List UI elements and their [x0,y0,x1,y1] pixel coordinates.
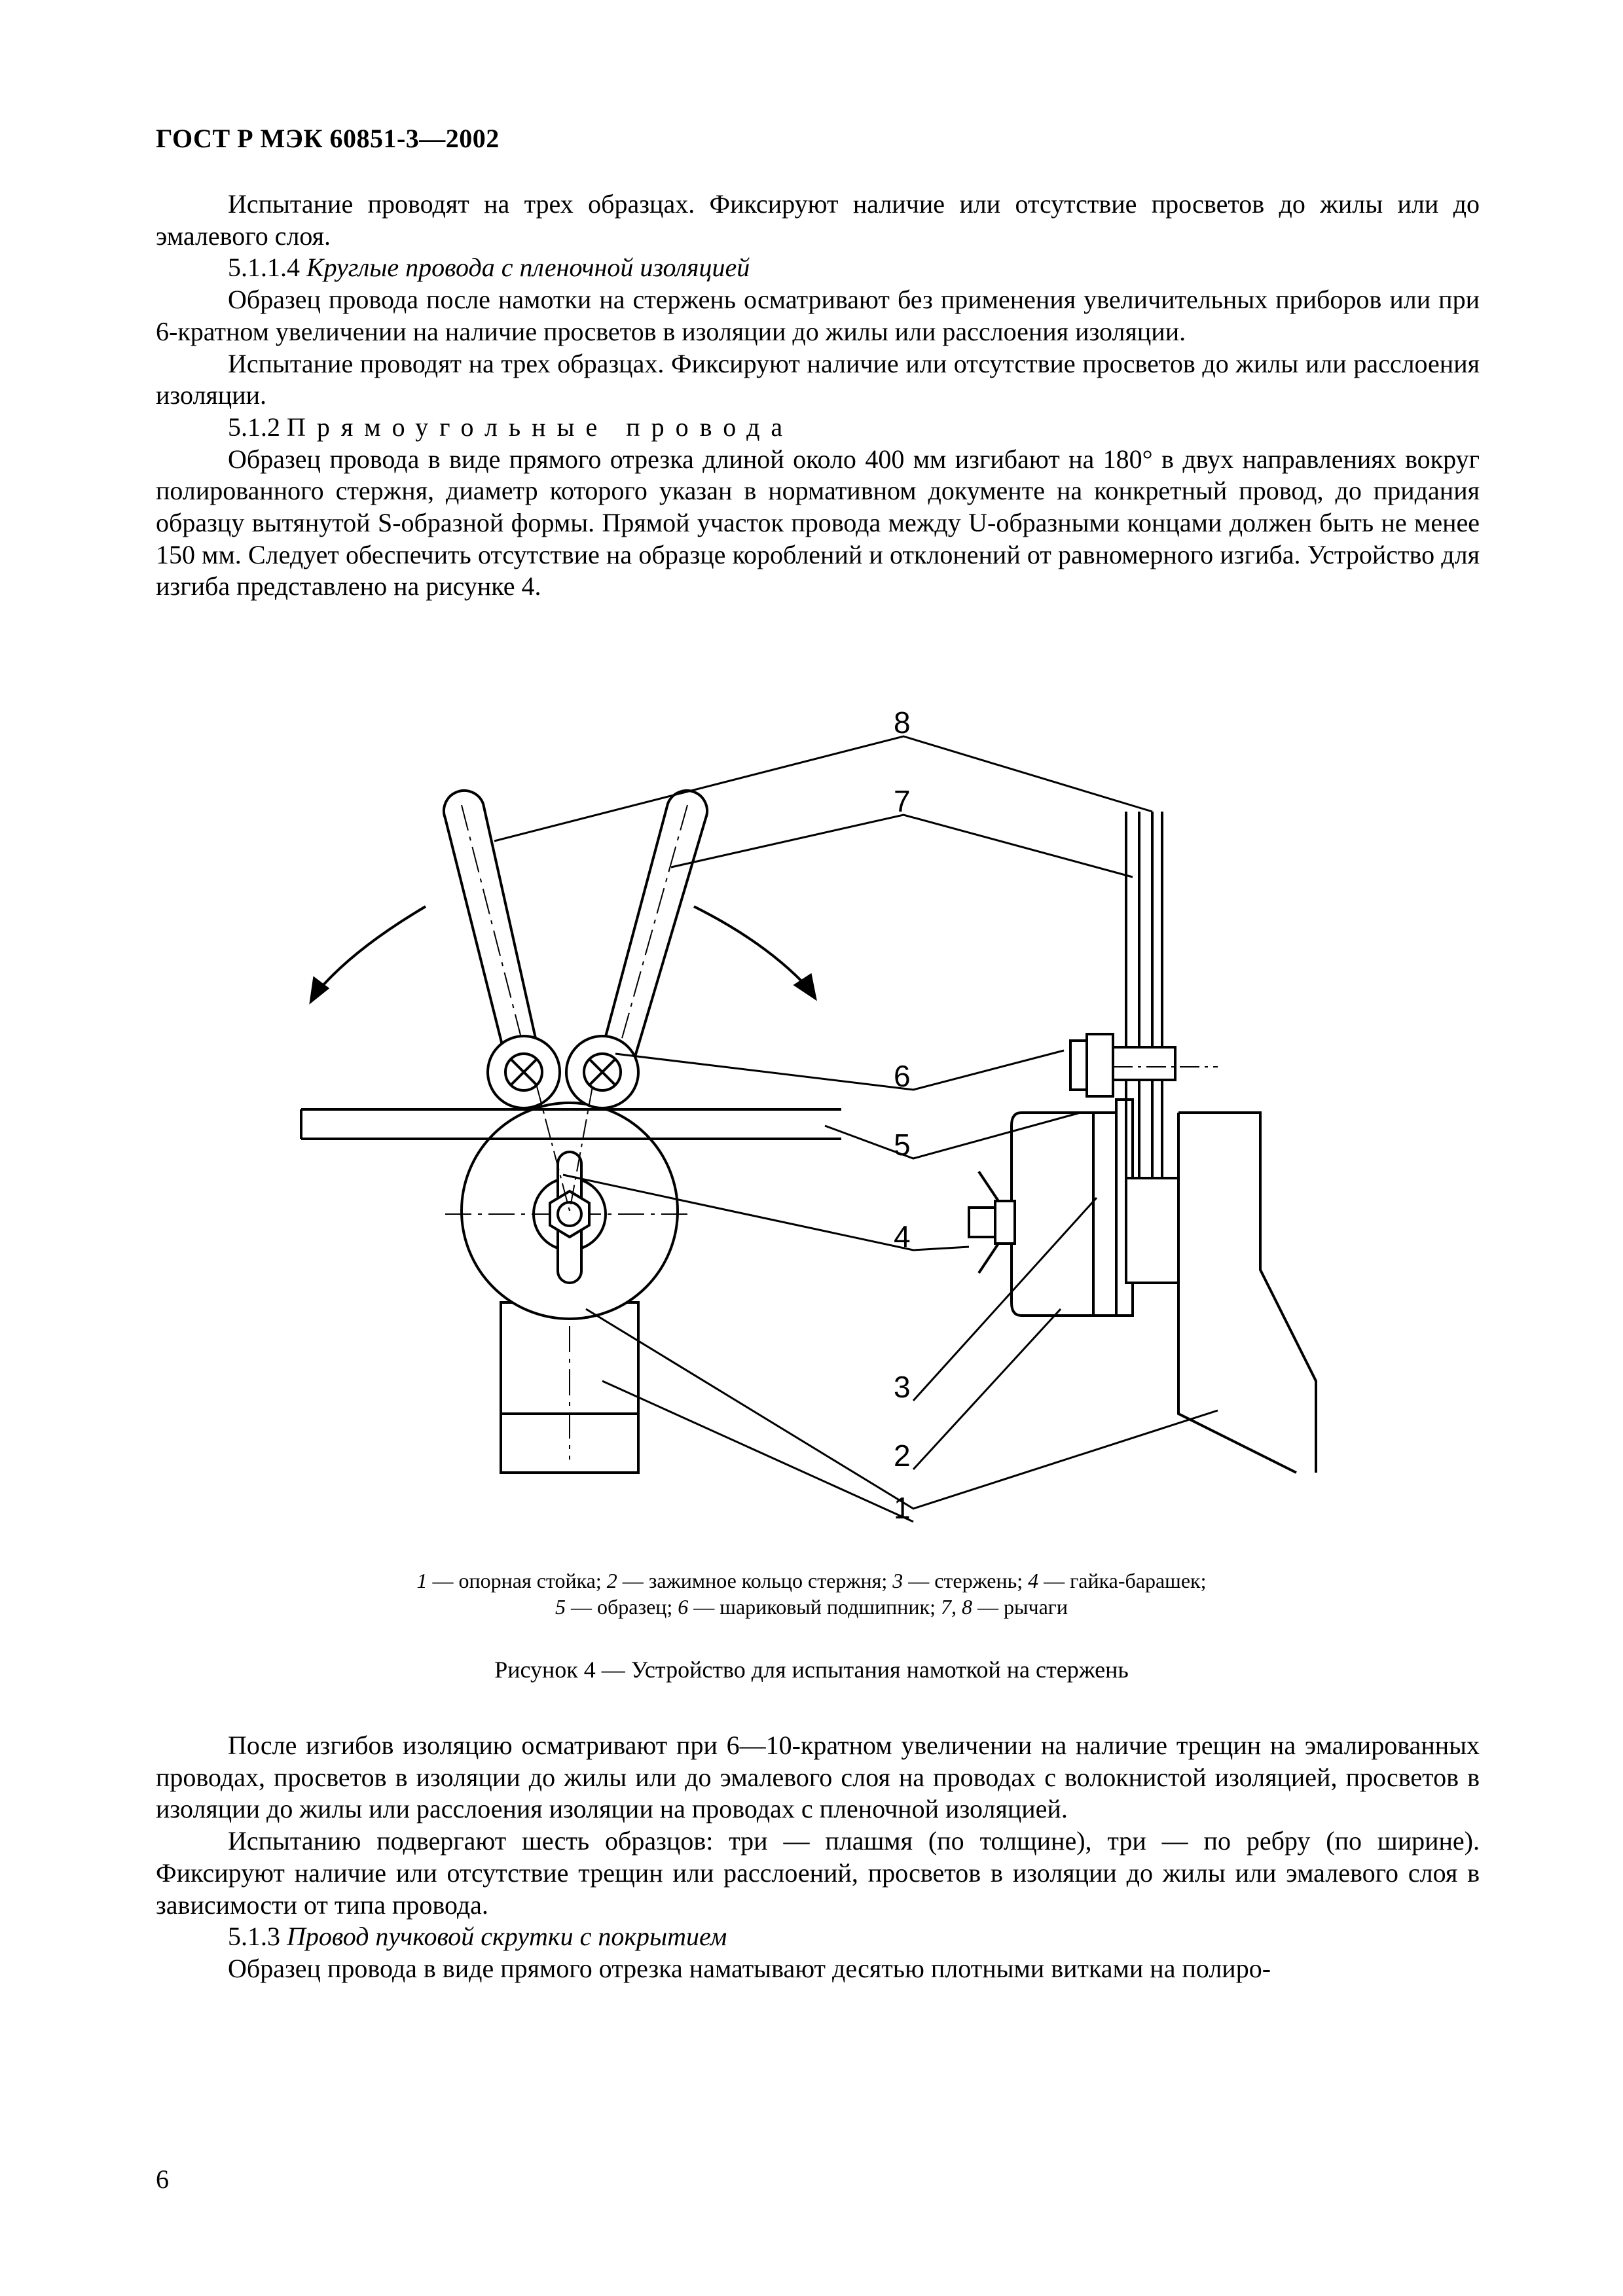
callout-label: 1 [894,1491,911,1525]
legend-index: 6 [678,1595,689,1619]
paragraph: Испытание проводят на трех образцах. Фиксируют наличие или отсутствие просветов до жилы или расслоения изоляции. [156,348,1480,410]
callout-label: 6 [894,1059,911,1093]
lever-right [596,791,707,1079]
figure-caption: Рисунок 4 — Устройство для испытания намоткой на стержень [494,1657,1129,1683]
lever-rods [1113,812,1218,1283]
section-title: Круглые провода с пленочной изоляцией [306,253,750,283]
section-title: Прямоугольные провода [287,412,794,442]
ball-bearings [488,1036,638,1108]
bending-device-drawing [0,694,1623,1597]
paragraph: Испытание проводят на трех образцах. Фиксируют наличие или отсутствие просветов до жилы или до эмалевого слоя. [156,189,1480,251]
section-heading [156,412,1480,444]
top-text-block [156,188,1480,603]
callout-label: 4 [894,1219,911,1253]
callout-label: 3 [894,1370,911,1404]
legend-index: 3 [892,1569,903,1592]
callout-label: 8 [894,706,911,740]
legend-line [0,1594,1623,1620]
legend-text: — рычаги [972,1595,1068,1619]
callout-label: 5 [894,1128,911,1162]
section-heading [156,1921,1480,1953]
legend-index: 4 [1028,1569,1039,1592]
section-number: 5.1.1.4 [228,253,300,283]
legend-index: 2 [606,1569,617,1592]
clamping-assembly [969,1034,1133,1316]
callout-label: 7 [894,784,911,818]
section-number: 5.1.3 [228,1922,280,1952]
legend-text: — зажимное кольцо стержня; [617,1569,893,1592]
legend-text: — стержень; [903,1569,1029,1592]
frame-bracket [1178,1113,1316,1473]
legend-text: — опорная стойка; [427,1569,607,1592]
figure-legend [0,1568,1623,1620]
bottom-text-block [156,1730,1480,1985]
legend-index: 7, 8 [940,1595,972,1619]
legend-index: 1 [416,1569,428,1592]
legend-text: — шариковый подшипник; [688,1595,941,1619]
legend-index: 5 [555,1595,566,1619]
section-number: 5.1.2 [228,412,280,442]
legend-text: — гайка-барашек; [1038,1569,1207,1592]
paragraph: Испытанию подвергают шесть образцов: три — плашмя (по толщине), три — по ребру (по ширине). Фиксируют наличие или отсутствие трещин или расслоений, просветов в изоляции до жилы или эмалевого слоя в зависимости от типа провода. [156,1826,1480,1920]
paragraph: Образец провода в виде прямого отрезка наматывают десятью плотными витками на полиро- [228,1953,1271,1983]
paragraph: Образец провода после намотки на стержень осматривают без применения увеличительных приборов или при 6-кратном увеличении на наличие просветов в изоляции до жилы или расслоения изоляции. [156,285,1480,346]
section-title: Провод пучковой скрутки с покрытием [287,1922,727,1952]
document-header: ГОСТ Р МЭК 60851-3—2002 [156,124,500,153]
section-heading [156,252,1480,284]
page-number: 6 [156,2164,169,2194]
paragraph: Образец провода в виде прямого отрезка длиной около 400 мм изгибают на 180° в двух направлениях вокруг полированного стержня, диаметр которого указан в нормативном документе на конкретный провод, до придания образцу вытянутой S-образной формы. Прямой участок провода между U-образными концами должен быть не менее 150 мм. Следует обеспечить отсутствие на образце короблений и отклонений от равномерного изгиба. Устройство для изгиба представлено на рисунке 4. [156,444,1480,601]
paragraph: После изгибов изоляцию осматривают при 6—10-кратном увеличении на наличие трещин на эмалированных проводах, просветов в изоляции до жилы или до эмалевого слоя на проводах с волокнистой изоляцией, просветов в изоляции до жилы или расслоения изоляции на проводах с пленочной изоляцией. [156,1731,1480,1824]
callout-label: 2 [894,1439,911,1473]
legend-text: — образец; [565,1595,678,1619]
rotation-arrows [311,906,815,1001]
legend-line [0,1568,1623,1594]
